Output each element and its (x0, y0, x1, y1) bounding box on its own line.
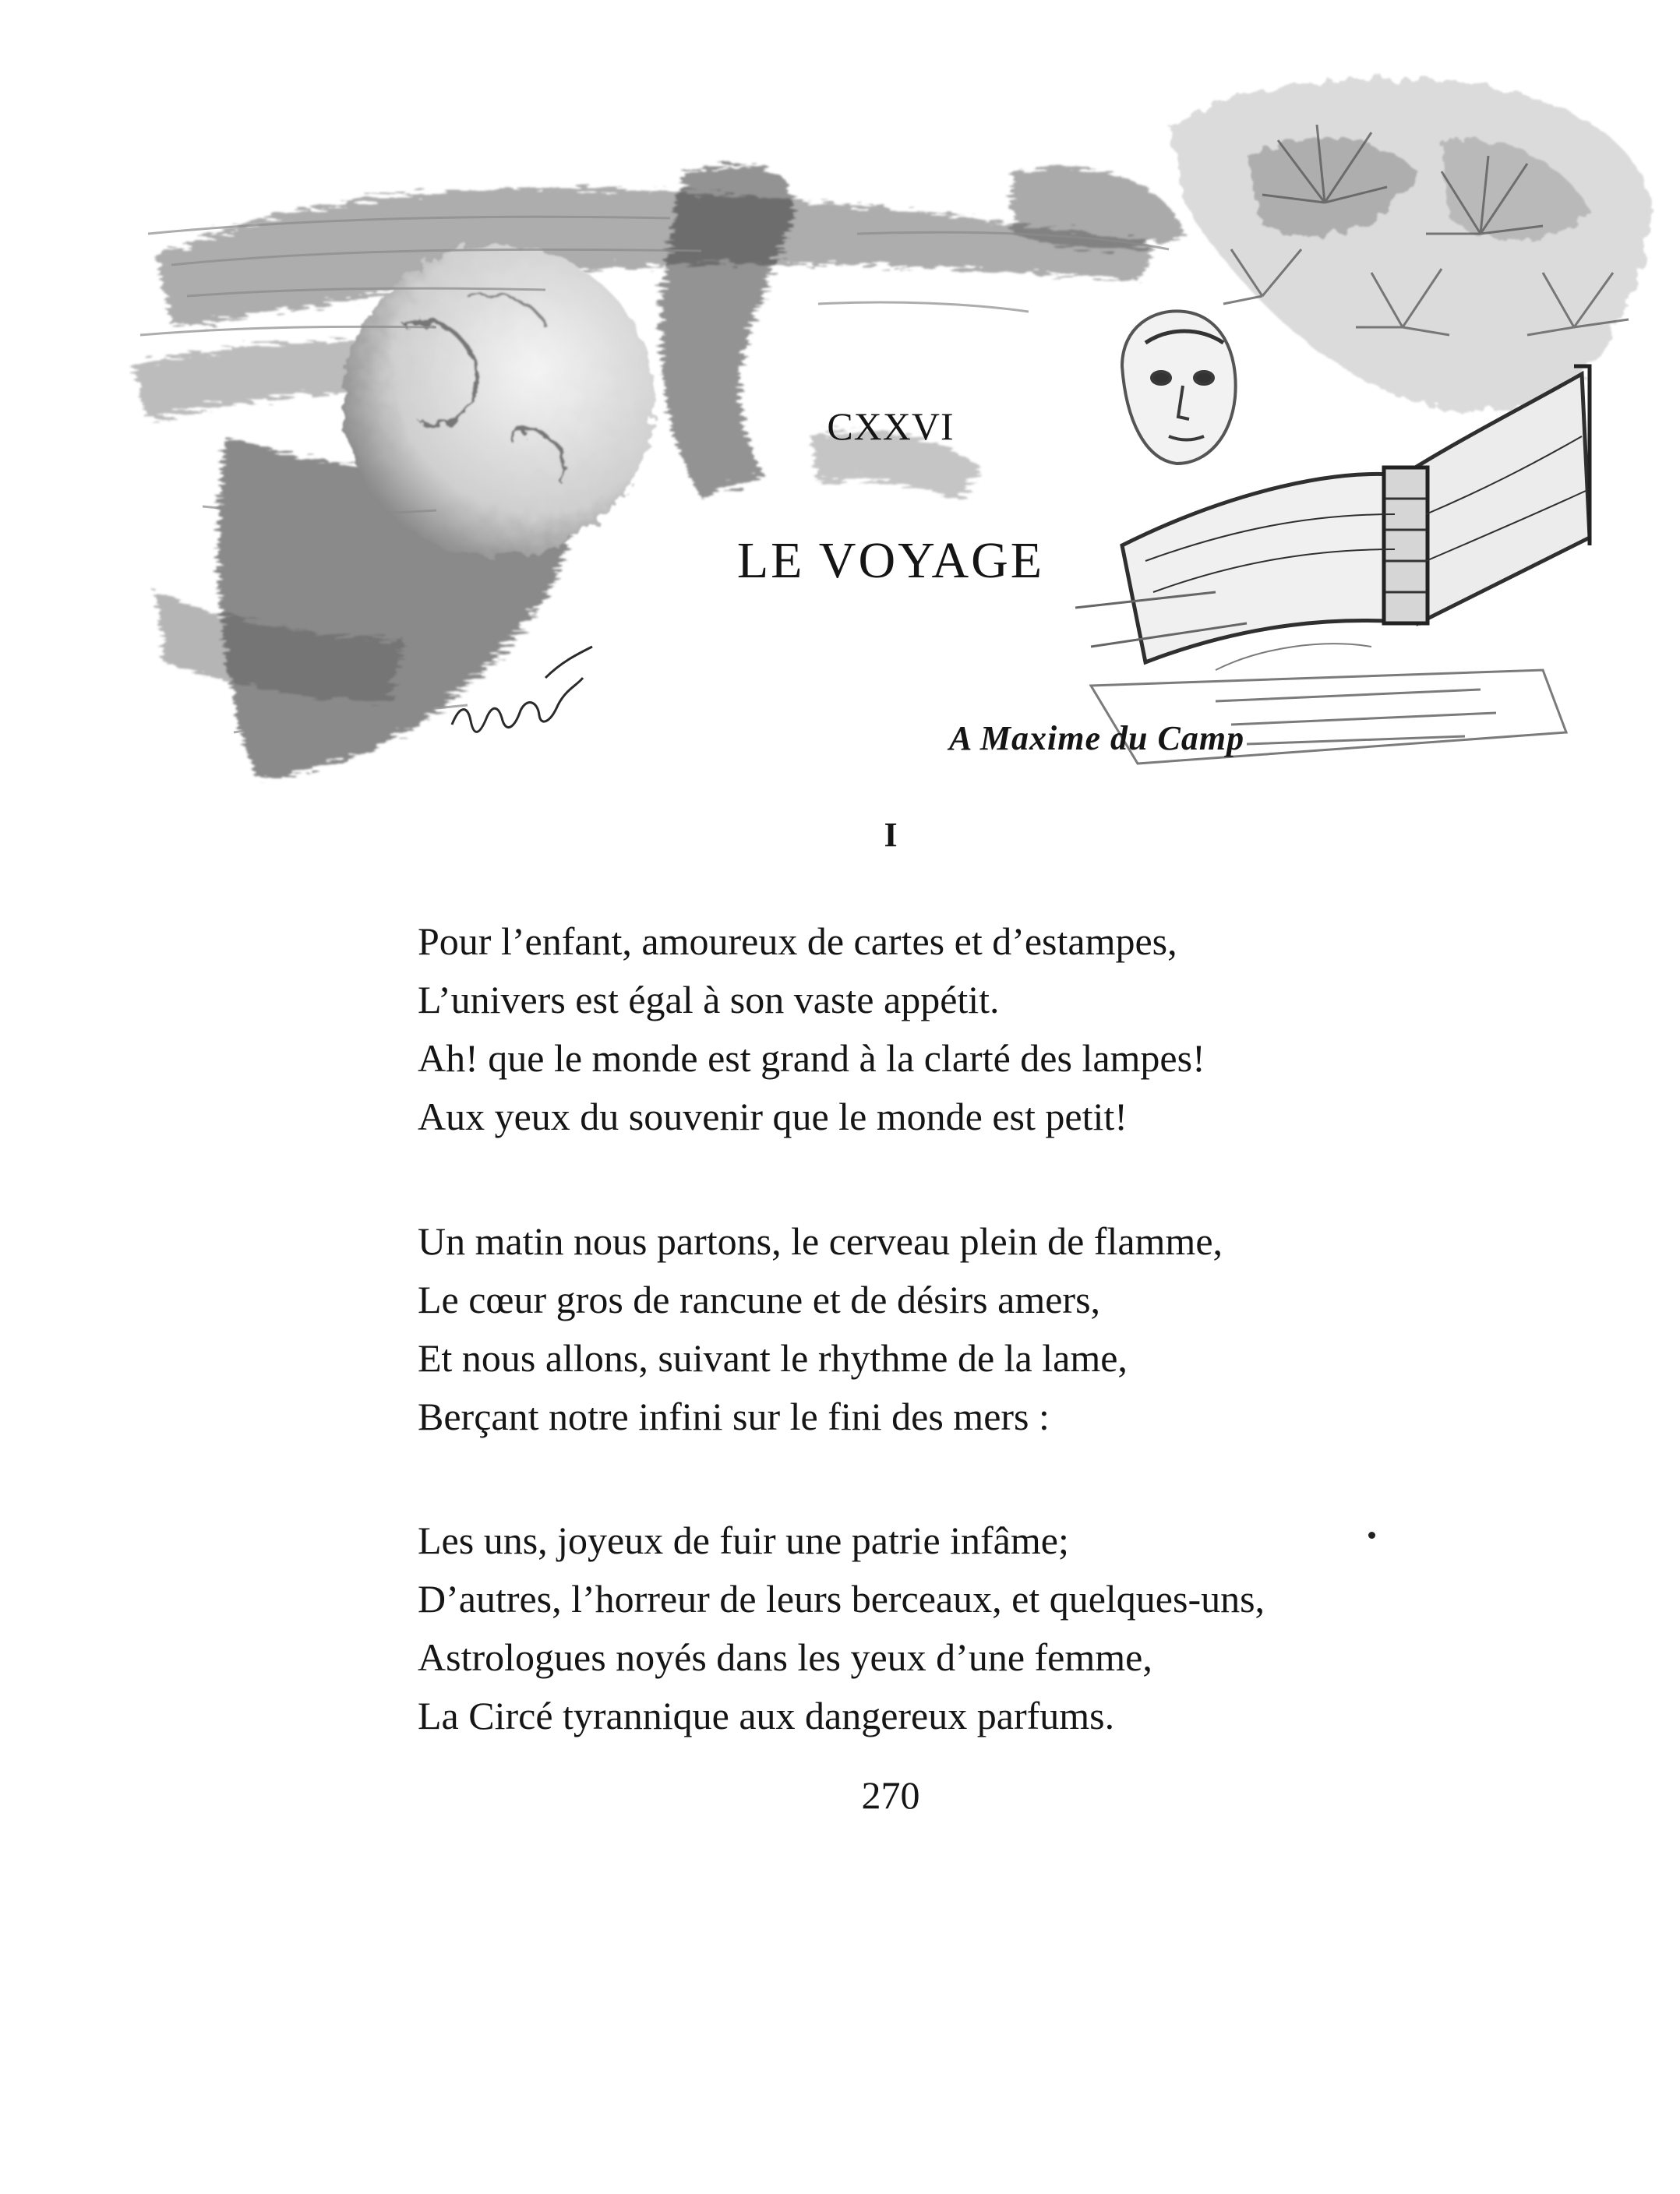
verse-line: Le cœur gros de rancune et de désirs amers, (418, 1278, 1101, 1321)
stanza-2 (418, 1212, 1223, 1446)
foliage-drawing (1169, 79, 1652, 411)
verse-line: Et nous allons, suivant le rhythme de la lame, (418, 1336, 1128, 1380)
verse-line: Berçant notre infini sur le fini des mers : (418, 1395, 1050, 1438)
globe-drawing (343, 245, 655, 557)
dedication: A Maxime du Camp (949, 719, 1245, 757)
verse-line: Astrologues noyés dans les yeux d’une femme, (418, 1635, 1152, 1679)
page-number: 270 (861, 1773, 920, 1817)
section-number: I (884, 816, 898, 854)
poem-title: LE VOYAGE (736, 532, 1045, 589)
verse-line: Pour l’enfant, amoureux de cartes et d’estampes, (418, 919, 1177, 963)
verse-line: Aux yeux du souvenir que le monde est petit! (418, 1095, 1128, 1138)
stanza-1 (418, 912, 1205, 1146)
verse-line: L’univers est égal à son vaste appétit. (418, 978, 1000, 1021)
poem-number: CXXVI (827, 404, 955, 448)
verse-line: D’autres, l’horreur de leurs berceaux, et quelques-uns, (418, 1577, 1265, 1621)
verse-line: Un matin nous partons, le cerveau plein de flamme, (418, 1219, 1223, 1263)
cloud-shading (132, 165, 1184, 779)
verse-line: Les uns, joyeux de fuir une patrie infâme; (418, 1519, 1069, 1562)
stanza-3 (418, 1511, 1265, 1745)
verse-line: La Circé tyrannique aux dangereux parfums. (418, 1694, 1115, 1737)
verse-line: Ah! que le monde est grand à la clarté des lampes! (418, 1036, 1205, 1080)
ink-speck (1368, 1532, 1375, 1539)
